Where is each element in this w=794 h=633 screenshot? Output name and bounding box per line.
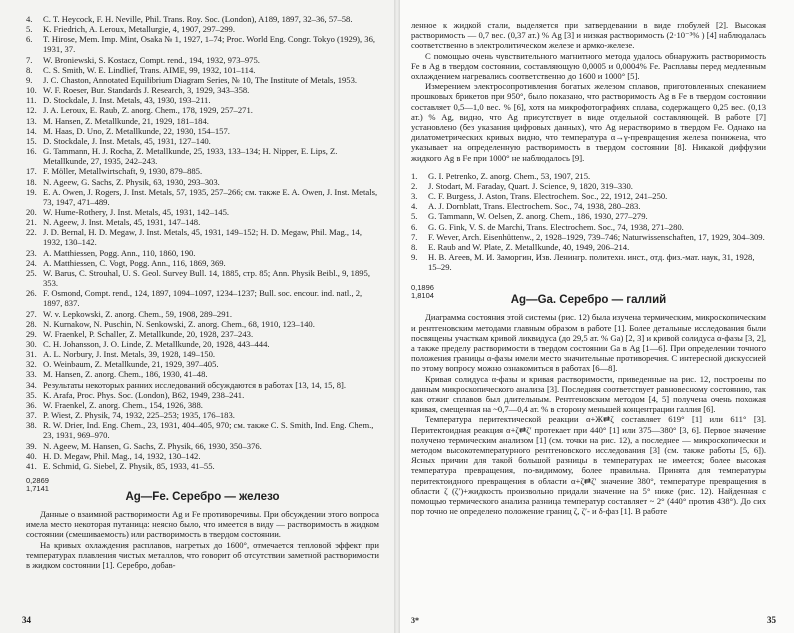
reference-text: E. Schmid, G. Siebel, Z. Physik, 85, 1933, 41–55. [43,460,215,471]
reference-item [26,380,379,390]
reference-item [26,258,379,268]
reference-number: 26. [26,288,37,299]
reference-item [26,85,379,95]
reference-number: 17. [26,166,37,177]
reference-item [26,95,379,105]
reference-text: W. v. Lepkowski, Z. anorg. Chem., 59, 1908, 289–291. [43,308,232,319]
reference-item [26,166,379,176]
reference-number: 22. [26,227,37,238]
reference-item [26,24,379,34]
reference-item [26,177,379,187]
reference-text: C. H. Johansson, J. O. Linde, Z. Metallkunde, 20, 1928, 443–444. [43,339,270,349]
reference-item [411,222,766,232]
reference-number: 25. [26,267,37,278]
body-paragraph: Температура перитектической реакции α+Ж⇄ζ составляет 619° [1] или 611° [3]. Перитектоидная реакция α+ζ⇄ζ′ протекает при 440° [1] или 375—380° [3, 6]. Первое значение получено термическим анализом [1] (см. точки на рис. 12), а последнее — микроскопически и методом высокотемпературного рентгеновского исследования [3] (см. также работы [5, 6]). Ясных причин для такой большой разницы в температурах не имеется; более высокая температура превращения, по-видимому, более правильна. Принята для температуры перитектоидного превращения в области α+ζ⇄ζ′ значение 380°, температуре превращения в области ζ (ζ′)+жидкость произвольно придали значение на 5° ниже (рис. 12). Найденная с помощью термического анализа разница температур составляет ~ 2° (440° против 438°). До сих пор точно не определено положение границ ζ, ζ′- и δ-фаз [1]. В работе [411,414,766,517]
body-paragraph: ленное к жидкой стали, выделяется при затвердевании в виде глобулей [2]. Высокая растворимость — 0,7 вес. (0,37 ат.) % Ag [3] и низкая растворимость (2·10⁻³% ) [4] наблюдалась соответственно в электролитическом железе и армко-железе. [411,20,766,51]
reference-text: J. Stodart, M. Faraday, Quart. J. Science, 9, 1820, 319–330. [428,181,633,191]
reference-number: 36. [26,399,37,410]
reference-number: 8. [26,64,33,75]
reference-text: M. Haas, D. Uno, Z. Metallkunde, 22, 1930, 154–157. [43,125,230,136]
reference-text: M. Hansen, Z. Metallkunde, 21, 1929, 181–184. [43,115,209,126]
reference-item [26,329,379,339]
reference-text: N. Kurnakow, N. Puschin, N. Senkowski, Z. anorg. Chem., 68, 1910, 123–140. [43,318,315,329]
reference-number: 14. [26,125,37,136]
reference-text: E. A. Owen, J. Rogers, J. Inst. Metals, 57, 1935, 257–266; см. также E. A. Owen, J. Inst. Metals, 73, 1947, 471–489. [43,186,378,207]
code-line: 1,7141 [26,484,49,494]
reference-number: 40. [26,450,37,461]
reference-number: 3. [411,191,418,202]
reference-item [26,105,379,115]
reference-text: A. Matthiessen, C. Vogt, Pogg. Ann., 116, 1869, 369. [43,257,226,268]
reference-item [26,136,379,146]
reference-text: W. F. Roeser, Bur. Standards J. Research, 3, 1929, 343–358. [43,85,250,96]
reference-number: 30. [26,339,37,349]
reference-text: J. A. Leroux, E. Raub, Z. anorg. Chem., 178, 1929, 257–271. [43,105,253,116]
reference-item [26,359,379,369]
reference-item [26,268,379,288]
reference-text: G. Tammann, W. Oelsen, Z. anorg. Chem., 186, 1930, 277–279. [428,211,648,222]
reference-number: 11. [26,95,37,106]
right-page [397,0,794,633]
reference-number: 28. [26,318,37,329]
reference-item [411,191,766,201]
reference-number: 9. [26,74,33,85]
code-line: 1,8104 [411,291,434,301]
reference-text: K. Arafa, Proc. Phys. Soc. (London), B62, 1949, 238–241. [43,389,245,400]
reference-number: 34. [26,379,37,390]
reference-item [26,227,379,247]
reference-text: N. Ageew, G. Sachs, Z. Physik, 63, 1930, 293–303. [43,176,220,187]
reference-text: C. T. Heycock, F. H. Neville, Phil. Trans. Roy. Soc. (London), A189, 1897, 32–36, 57–58. [43,14,353,24]
reference-item [26,451,379,461]
reference-text: A. Matthiessen, Pogg. Ann., 110, 1860, 190. [43,247,196,258]
reference-item [26,65,379,75]
reference-item [26,390,379,400]
reference-item [26,126,379,136]
reference-item [26,309,379,319]
reference-text: H. D. Megaw, Phil. Mag., 14, 1932, 130–142. [43,450,201,461]
reference-number: 19. [26,186,37,197]
reference-number: 33. [26,369,37,380]
reference-text: G. Tammann, H. J. Rocha, Z. Metallkunde, 25, 1933, 133–134; H. Nipper, E. Lips, Z. Metallkunde, 27, 1935, 242–243. [43,146,338,167]
reference-text: G. G. Fink, V. S. de Marchi, Trans. Electrochem. Soc., 74, 1938, 271–280. [428,221,684,232]
reference-number: 13. [26,115,37,126]
code-line: 0,1896 [411,283,434,293]
reference-text: K. Friedrich, A. Leroux, Metallurgie, 4, 1907, 297–299. [43,24,235,35]
reference-number: 6. [26,34,33,45]
reference-item [26,146,379,166]
reference-item [26,75,379,85]
reference-number: 41. [26,460,37,471]
reference-text: W. Broniewski, S. Kostacz, Compt. rend., 194, 1932, 973–975. [43,54,260,65]
reference-number: 20. [26,206,37,217]
reference-number: 38. [26,420,37,431]
reference-number: 27. [26,308,37,319]
reference-text: R. W. Drier, Ind. Eng. Chem., 23, 1931, 404–405, 970; см. также C. S. Smith, Ind. Eng. Chem., 23, 1931, 969–970. [43,420,374,441]
reference-number: 23. [26,247,37,258]
reference-item [26,248,379,258]
reference-text: W. Fraenkel, P. Schaller, Z. Metallkunde, 20, 1928, 237–243. [43,328,254,339]
body-paragraph: Кривая солидуса α-фазы и кривая растворимости, приведенные на рис. 12, построены по данным микроскопического анализа [3]. Последняя соответствует равновесному состоянию, так как отжиг сплавов был длительным. Рентгеновским методом [4, 5] получена очень похожая кривая, смещенная на ~0,7—0,4 ат. % в сторону меньшей концентрации галлия [6]. [411,373,766,415]
right-reference-list [411,171,766,273]
reference-text: E. Raub and W. Plate, Z. Metallkunde, 40, 1949, 206–214. [428,241,630,252]
reference-number: 31. [26,349,37,360]
reference-item [411,232,766,242]
reference-number: 32. [26,359,37,370]
reference-item [411,181,766,191]
reference-number: 39. [26,440,37,451]
reference-number: 29. [26,328,37,339]
reference-number: 5. [26,24,33,35]
reference-text: A. J. Dornblatt, Trans. Electrochem. Soc., 74, 1938, 280–283. [428,201,641,212]
reference-item [26,400,379,410]
reference-item [26,207,379,217]
reference-text: F. Möller, Metallwirtschaft, 9, 1930, 879–885. [43,166,203,177]
reference-item [411,201,766,211]
reference-text: W. Hume-Rothery, J. Inst. Metals, 45, 1931, 142–145. [43,206,230,217]
reference-number: 1. [411,170,418,181]
reference-item [411,211,766,221]
reference-text: N. Ageew, M. Hansen, G. Sachs, Z. Physik, 66, 1930, 350–376. [43,440,262,451]
reference-item [26,441,379,451]
reference-item [26,217,379,227]
reference-text: C. S. Smith, W. E. Lindlief, Trans. AIME, 99, 1932, 101–114. [43,64,256,75]
reference-text: F. Osmond, Compt. rend., 124, 1897, 1094–1097, 1234–1237; Bull. soc. encour. ind. natl., 2, 1897, 837. [43,288,363,309]
body-paragraph: На кривых охлаждения расплавов, нагретых до 1600°, отмечается тепловой эффект при температурах плавления чистых металлов, что говорит об отсутствии заметной растворимости в жидком состоянии [1]. Серебро, добав- [26,539,379,571]
reference-number: 24. [26,257,37,268]
reference-item [26,349,379,359]
reference-text: Результаты некоторых ранних исследований обсуждаются в работах [13, 14, 15, 8]. [43,379,347,390]
reference-item [26,187,379,207]
reference-item [26,420,379,440]
reference-item [26,14,379,24]
reference-text: D. Stockdale, J. Inst. Metals, 43, 1930, 193–211. [43,95,211,106]
signature-mark: 3* [411,616,419,625]
body-paragraph: Измерением электросопротивления богатых железом сплавов, приготовленных спеканием прошковых брикетов при 950°, было показано, что растворимость Ag в Fe в твердом состоянии составляет 0,5—1,0 вес. % [6], хотя на микрофотографиях сплава, содержащего 0,25 вес. (0,13 ат.) % Ag, видно, что Ag присутствует в виде отдельной составляющей. В работе [7] установлено (без указания цифровых данных), что Ag нерастворимо в твердом Fe. Однако на дилатометрических кривых видно, что температура α→γ-превращения железа понижена, что указывает на определенную растворимость в твердом состоянии [8]. Никакой диффузии жидкого Ag в Fe при 1000° не наблюдалось [9]. [411,81,766,163]
reference-item [26,461,379,471]
reference-text: C. F. Burgess, J. Aston, Trans. Electrochem. Soc., 22, 1912, 241–250. [428,191,668,202]
reference-text: G. I. Petrenko, Z. anorg. Chem., 53, 1907, 215. [428,170,591,181]
reference-text: T. Hirose, Mem. Imp. Mint, Osaka № 1, 1927, 1–74; Proc. World Eng. Congr. Tokyo (1929), 36, 1931, 37. [43,34,376,55]
reference-number: 2. [411,181,418,191]
body-paragraph: С помощью очень чувствительного магнитного метода удалось обнаружить растворимость Fe в Ag в твердом состоянии, составляющую 0,0005 и 0,0004% Fe. Расплавы перед медленным охлаждением нагревались соответственно до 1600 и 1000° [5]. [411,50,766,82]
reference-text: M. Hansen, Z. anorg. Chem., 186, 1930, 41–48. [43,369,208,380]
reference-number: 35. [26,389,37,400]
page-number-left: 34 [22,615,31,625]
reference-text: N. Ageew, J. Inst. Metals, 45, 1931, 147–148. [43,217,201,228]
code-line: 0,2869 [26,476,49,486]
reference-number: 5. [411,211,418,222]
reference-text: P. Wiest, Z. Physik, 74, 1932, 225–253; 1935, 176–183. [43,410,235,421]
reference-item [26,339,379,349]
reference-text: O. Weinbaum, Z. Metallkunde, 21, 1929, 397–405. [43,359,219,370]
reference-text: J. D. Bernal, H. D. Megaw, J. Inst. Metals, 45, 1931, 149–152; H. D. Megaw, Phil. Mag., 14, 1932, 130–142. [43,227,362,248]
reference-number: 10. [26,85,37,96]
reference-number: 8. [411,241,418,252]
reference-number: 4. [411,201,418,212]
reference-item [411,171,766,181]
section-title-ag-ga: Ag—Ga. Серебро — галлий [510,294,667,307]
page-number-right: 35 [767,615,776,625]
reference-item [411,242,766,252]
reference-item [26,34,379,54]
reference-item [26,319,379,329]
reference-text: W. Fraenkel, Z. anorg. Chem., 154, 1926, 388. [43,399,203,410]
reference-item [411,252,766,272]
reference-number: 9. [411,252,418,263]
reference-item [26,116,379,126]
reference-item [26,288,379,308]
reference-text: J. C. Chaston, Annotated Equilibrium Diagram Series, № 10, The Institute of Metals, 1953. [43,74,358,85]
body-paragraph: Данные о взаимной растворимости Ag и Fe противоречивы. При обсуждении этого вопроса имела место некоторая путаница: неясно было, что имеется в виду — растворимость в жидком состоянии (смешиваемость) или растворимость в твердом состоянии. [26,509,379,540]
left-reference-list [26,14,379,471]
reference-item [26,410,379,420]
reference-number: 21. [26,217,37,228]
reference-number: 12. [26,105,37,116]
reference-item [26,55,379,65]
reference-number: 16. [26,146,37,157]
reference-text: Н. В. Агеев, М. И. Заморгин, Изв. Ленингр. политехн. инст., отд. физ.-мат. наук, 31, 1928, 15–29. [428,252,755,273]
reference-number: 37. [26,410,37,421]
reference-text: F. Wever, Arch. Eisenhüttenw., 2, 1928–1929, 739–746; Naturwissenschaften, 17, 1929, 304–309. [428,231,765,242]
reference-number: 7. [26,54,33,65]
body-paragraph: Диаграмма состояния этой системы (рис. 12) была изучена термическим, микроскопическим и рентгеновским методами главным образом в работе [1]. Более детальные исследования были посвящены участкам кривой ликвидуса (до 29,5 ат. % Ga) [2, 3] и кривой солидуса α-фазы [3, 2], а также пределу растворимости в твердом состоянии Ga в Ag [1—6]. При определении точного положения границы α-фазы имели место значительные противоречия. С интересной дискуссией по этому вопросу можно ознакомиться в работах [6—8]. [411,312,766,374]
reference-number: 7. [411,231,418,242]
reference-number: 18. [26,176,37,187]
reference-number: 6. [411,221,418,232]
reference-text: A. L. Norbury, J. Inst. Metals, 39, 1928, 149–150. [43,349,216,360]
reference-text: W. Barus, C. Strouhal, U. S. Geol. Survey Bull. 14, 1885, стр. 85; Ann. Physik Beibl., 9, 1895, 353. [43,267,371,289]
section-title-ag-fe: Ag—Fe. Серебро — железо [125,491,280,504]
reference-item [26,369,379,379]
book-gutter [394,0,400,633]
reference-number: 4. [26,14,33,24]
reference-text: D. Stockdale, J. Inst. Metals, 45, 1931, 127–140. [43,135,211,146]
reference-number: 15. [26,135,37,146]
